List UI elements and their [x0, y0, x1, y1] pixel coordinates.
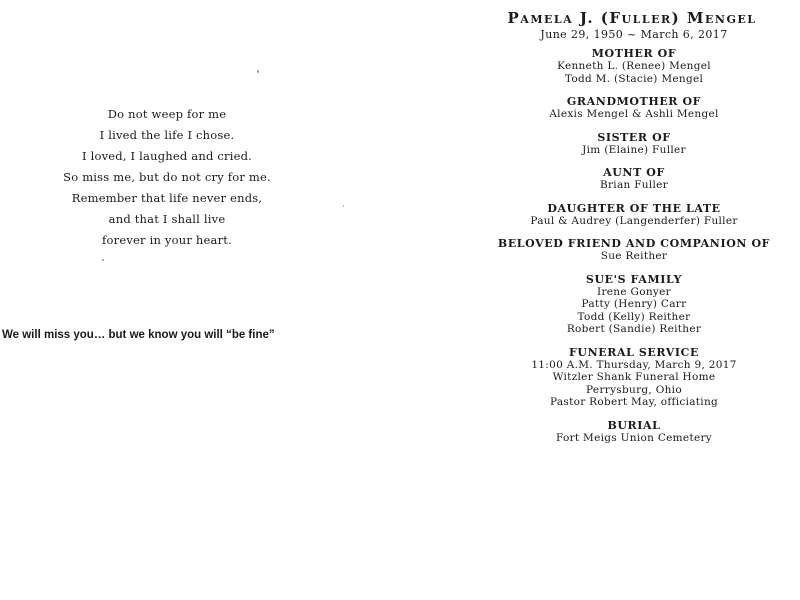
section-line: Robert (Sandie) Reither: [566, 323, 702, 335]
life-dates: June 29, 1950 ~ March 6, 2017: [540, 28, 728, 41]
section-grandmother-of: [475, 95, 793, 121]
section-beloved-friend: [475, 237, 793, 263]
section-line: Sue Reither: [600, 250, 668, 262]
section-line: Patty (Henry) Carr: [581, 298, 687, 310]
section-heading: AUNT OF: [603, 166, 665, 179]
section-heading: BELOVED FRIEND AND COMPANION OF: [497, 237, 771, 250]
section-line: 11:00 A.M. Thursday, March 9, 2017: [531, 358, 737, 371]
section-aunt-of: [475, 166, 793, 192]
section-line: Kenneth L. (Renee) Mengel: [557, 60, 711, 72]
section-daughter-of: [475, 202, 793, 228]
section-heading: FUNERAL SERVICE: [569, 345, 699, 359]
poem-line: forever in your heart.: [102, 233, 232, 247]
deceased-name: Pamela J. (Fuller) Mengel: [507, 9, 757, 27]
section-line: Alexis Mengel & Ashli Mengel: [549, 108, 719, 120]
section-sister-of: [475, 131, 793, 157]
scan-speck: [257, 70, 259, 73]
scan-speck: [343, 205, 344, 207]
poem-line: I lived the life I chose.: [99, 128, 235, 142]
section-heading: GRANDMOTHER OF: [566, 95, 702, 108]
section-line: Perrysburg, Ohio: [586, 383, 682, 396]
poem-line: I loved, I laughed and cried.: [81, 149, 253, 163]
section-heading: SUE'S FAMILY: [585, 272, 683, 286]
section-line: Fort Meigs Union Cemetery: [555, 431, 713, 444]
section-line: Witzler Shank Funeral Home: [552, 371, 716, 383]
section-funeral-service: [475, 346, 793, 409]
section-line: Paul & Audrey (Langenderfer) Fuller: [530, 214, 738, 227]
poem-line: So miss me, but do not cry for me.: [63, 170, 271, 184]
poem-line: and that I shall live: [108, 212, 226, 226]
section-mother-of: [475, 47, 793, 85]
section-burial: [475, 419, 793, 445]
section-heading: DAUGHTER OF THE LATE: [547, 201, 721, 215]
section-heading: MOTHER OF: [591, 47, 677, 60]
section-line: Brian Fuller: [599, 179, 669, 191]
poem-line: Do not weep for me: [107, 107, 227, 121]
poem: [52, 104, 282, 251]
section-line: Pastor Robert May, officiating: [549, 396, 719, 408]
section-heading: SISTER OF: [597, 130, 671, 144]
section-line: Jim (Elaine) Fuller: [582, 143, 686, 156]
section-line: Todd M. (Stacie) Mengel: [564, 72, 704, 85]
section-heading: BURIAL: [607, 418, 661, 432]
section-sues-family: [475, 273, 793, 336]
scan-speck: [102, 259, 104, 261]
closing-message: We will miss you… but we know you will “be fine”: [2, 329, 275, 341]
section-line: Todd (Kelly) Reither: [577, 310, 691, 323]
right-panel: [475, 8, 793, 444]
section-line: Irene Gonyer: [597, 285, 671, 298]
poem-line: Remember that life never ends,: [71, 191, 263, 205]
